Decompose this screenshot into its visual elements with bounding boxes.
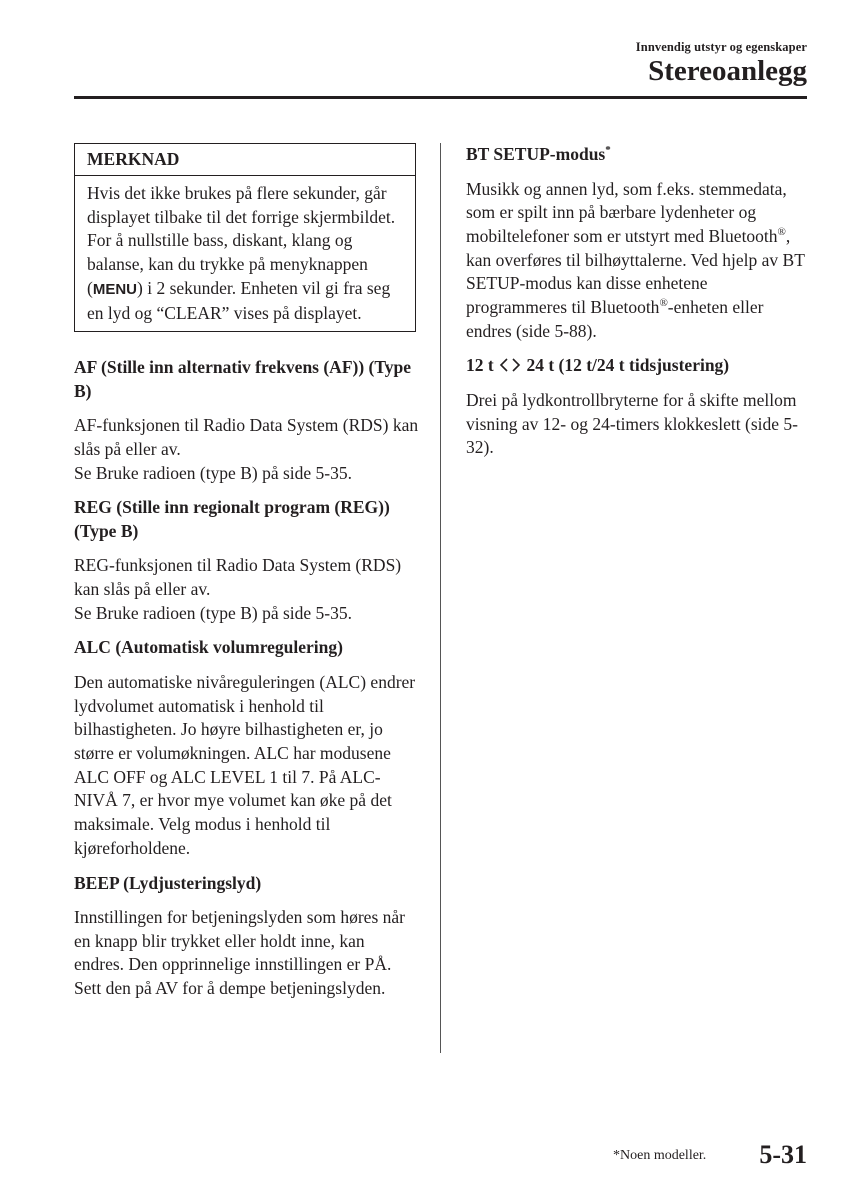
bt-setup-heading [466, 143, 811, 167]
column-divider [440, 143, 441, 1053]
bt-setup-text-3: -enheten eller endres (side 5-88). [466, 297, 764, 341]
alc-text: Den automatiske nivåreguleringen (ALC) endrer lydvolumet automatisk i henhold til bilhastigheten. Jo høyre bilhastigheten er, jo større er volumøkningen. ALC har modusene ALC OFF og ALC LEVEL 1 til 7. På ALC-NIVÅ 7, er hvor mye volumet kan øke på det maksimale. Velg modus i henhold til kjøreforholdene. [74, 671, 416, 858]
section-subtitle: Innvendig utstyr og egenskaper [635, 40, 807, 54]
bt-setup-asterisk: * [605, 144, 611, 157]
footnote: *Noen modeller. [613, 1148, 707, 1163]
reg-text-1: REG-funksjonen til Radio Data System (RDS) kan slås på eller av. [74, 555, 402, 600]
page-number: 5-31 [759, 1140, 807, 1169]
bt-setup-text-2: , kan overføres til bilhøyttalerne. Ved hjelp av BT SETUP-modus kan disse enhetene programmeres til Bluetooth [466, 225, 805, 318]
reg-text [74, 554, 419, 625]
bt-setup-text-1: Musikk og annen lyd, som f.eks. stemmedata, som er spilt inn på bærbare lydenheter og mobiltelefoner som er utstyrt med Bluetooth [466, 178, 787, 246]
bt-setup-heading-text: BT SETUP-modus [466, 144, 606, 164]
note-box [74, 143, 416, 332]
af-text [74, 414, 419, 485]
registered-mark: ® [659, 297, 668, 310]
af-heading: AF (Stille inn alternativ frekvens (AF)) (Type B) [74, 357, 411, 401]
clock-heading [466, 354, 811, 378]
header-rule [74, 96, 807, 99]
alc-heading: ALC (Automatisk volumregulering) [74, 637, 343, 658]
left-right-arrows-icon [499, 357, 521, 373]
af-text-2: Se Bruke radioen (type B) på side 5-35. [74, 462, 352, 483]
beep-text: Innstillingen for betjeningslyden som høres når en knapp blir trykket eller holdt inne, kan endres. Den opprinnelige innstillingen er PÅ. Sett den på AV for å dempe betjeningslyden. [74, 907, 405, 999]
af-text-1: AF-funksjonen til Radio Data System (RDS) kan slås på eller av. [74, 415, 419, 459]
menu-key-label: MENU [92, 280, 137, 298]
registered-mark: ® [777, 226, 786, 239]
note-text-after: ) i 2 sekunder. Enheten vil gi fra seg en lyd og “CLEAR” vises på displayet. [87, 277, 391, 323]
bt-setup-text [466, 178, 811, 344]
note-text [75, 176, 415, 331]
clock-heading-12: 12 t [466, 355, 494, 376]
reg-heading: REG (Stille inn regionalt program (REG)) (Type B) [74, 497, 390, 541]
clock-heading-24: 24 t (12 t/24 t tidsjustering) [526, 355, 730, 376]
right-column [466, 143, 811, 460]
left-column [74, 143, 419, 1001]
clock-text: Drei på lydkontrollbryterne for å skifte mellom visning av 12- og 24-timers klokkeslett (side 5-32). [466, 389, 798, 458]
note-heading: MERKNAD [75, 144, 415, 176]
beep-heading: BEEP (Lydjusteringslyd) [74, 872, 262, 893]
reg-text-2: Se Bruke radioen (type B) på side 5-35. [74, 602, 352, 623]
note-text-before: Hvis det ikke brukes på flere sekunder, går displayet tilbake til det forrige skjermbildet. For å nullstille bass, diskant, klang og balanse, kan du trykke på menyknappen ( [87, 183, 396, 298]
page-title: Stereoanlegg [648, 55, 807, 87]
